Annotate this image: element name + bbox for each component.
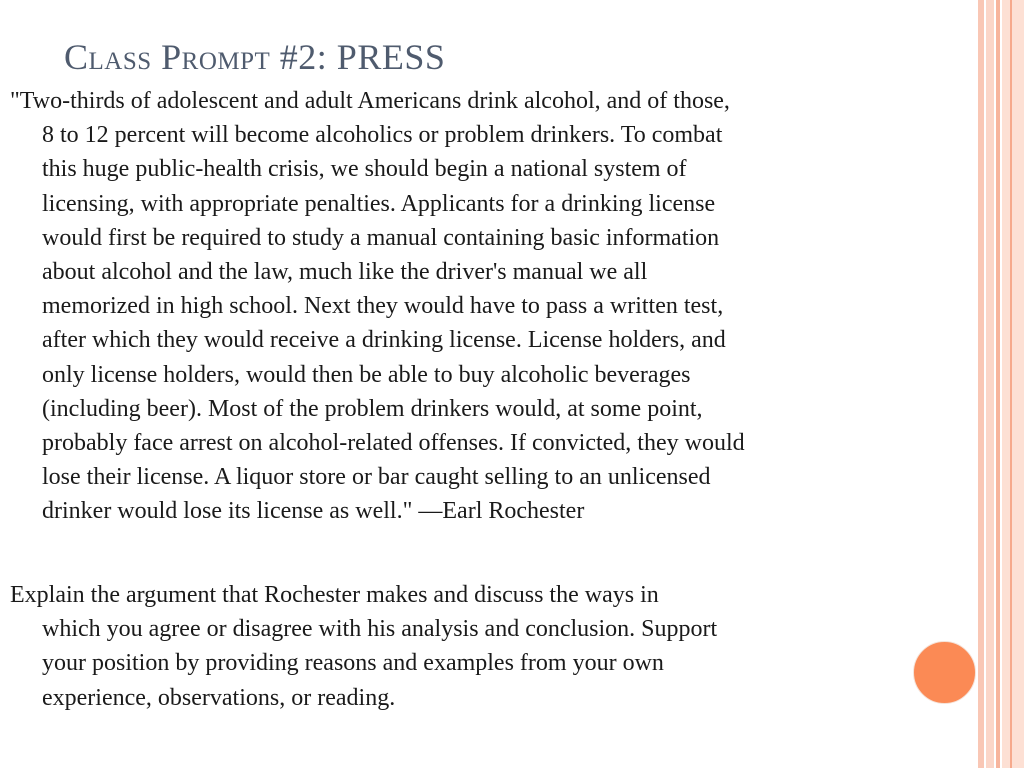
quote-paragraph: "Two-thirds of adolescent and adult Americans drink alcohol, and of those, 8 to 12 percent will become alcoholics or problem drinkers. To combat this huge public-health crisis, we should begin a national system of licensing, with appropriate penalties. Applicants for a drinking license would first be required to study a manual containing basic information about alcohol and the law, much like the driver's manual we all memorized in high school. Next they would have to pass a written test, after which they would receive a drinking license. License holders, and only license holders, would then be able to buy alcoholic beverages (including beer). Most of the problem drinkers would, at some point, probably face arrest on alcohol-related offenses. If convicted, they would lose their license. A liquor store or bar caught selling to an unlicensed drinker would lose its license as well." —Earl Rochester xyxy=(10,88,745,525)
decorative-circle xyxy=(913,641,976,704)
prompt-paragraph: Explain the argument that Rochester makes and discuss the ways in which you agree or disagree with his analysis and conclusion. Support your position by providing reasons and examples from your own experience, observations, or reading. xyxy=(10,582,718,711)
slide-title: Class Prompt #2: PRESS xyxy=(64,37,446,77)
